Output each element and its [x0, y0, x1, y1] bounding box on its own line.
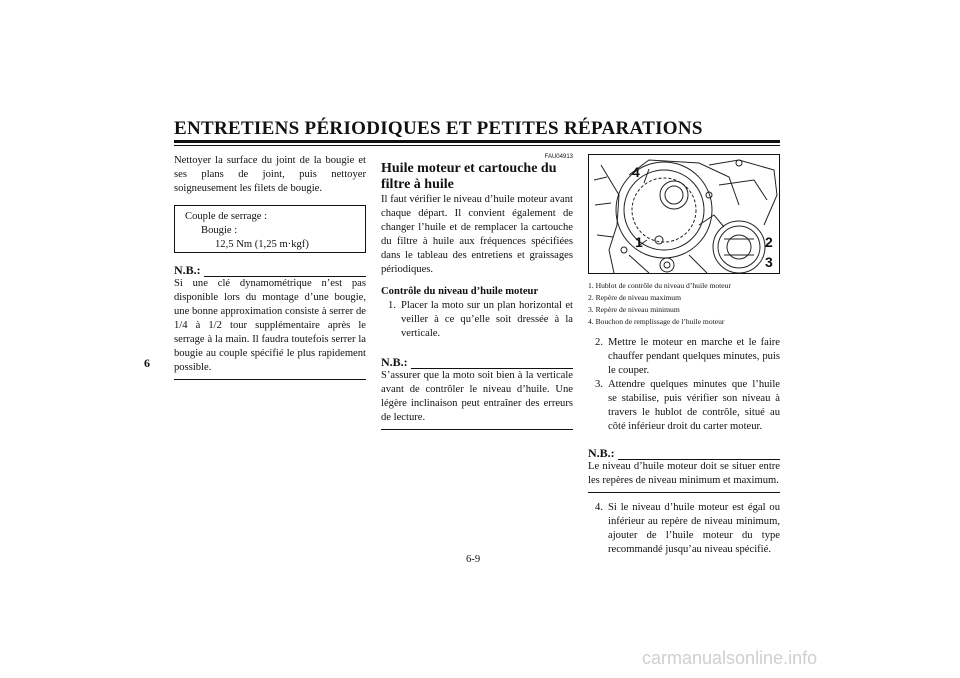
step-number: 3.: [595, 379, 603, 390]
callout-3: 3: [765, 254, 773, 270]
step-text: Mettre le moteur en marche et le faire chauffer pendant quelques minutes, puis le couper.: [608, 337, 780, 376]
subsection-title: Contrôle du niveau d’huile moteur: [381, 286, 539, 297]
torque-label: Couple de serrage :: [185, 211, 268, 222]
column-3: [588, 154, 780, 557]
watermark-text: carmanualsonline.info: [642, 648, 818, 668]
note-heading: [381, 355, 573, 369]
callout-1: 1: [635, 234, 643, 250]
caption-item: 2. Repère de niveau maximum: [588, 293, 681, 302]
torque-value: 12,5 Nm (1,25 m·kgf): [215, 239, 309, 250]
page-number: 6-9: [466, 554, 481, 565]
step-text: Placer la moto sur un plan horizontal et veiller à ce qu’elle soit dressée à la verticale.: [401, 300, 573, 339]
note-rule: [411, 359, 573, 369]
column-1: [174, 154, 366, 380]
note-heading: [174, 263, 366, 277]
section-code: FAU04913: [544, 154, 573, 160]
note-text: Si une clé dynamométrique n’est pas disponible lors du montage d’une bougie, une bonne approximation consiste à serrer de 1/4 à 1/2 tour supplémentaire après le serrage à la main. Il faudra toutefois serrer la bougie au couple spécifié le plus rapidement possible.: [174, 277, 366, 380]
note-label: N.B.:: [174, 263, 201, 277]
engine-illustration: [589, 155, 780, 274]
chapter-tab: 6: [144, 356, 150, 370]
torque-spec-box: [174, 205, 366, 253]
step-number: 2.: [595, 337, 603, 348]
step-number: 4.: [595, 502, 603, 513]
step-text: Si le niveau d’huile moteur est égal ou inférieur au repère de niveau minimum, ajouter de l’huile moteur du type recommandé jusqu’au niveau spécifié.: [608, 502, 780, 555]
caption-item: 1. Hublot de contrôle du niveau d’huile moteur: [588, 281, 731, 290]
note-label: N.B.:: [588, 446, 615, 460]
step-3: [588, 378, 780, 434]
note-heading: [588, 446, 780, 460]
column-2: [381, 154, 573, 430]
note-text: Le niveau d’huile moteur doit se situer entre les repères de niveau minimum et maximum.: [588, 460, 780, 493]
header-rule: [174, 140, 780, 143]
caption-item: 4. Bouchon de remplissage de l’huile moteur: [588, 317, 725, 326]
caption-item: 3. Repère de niveau minimum: [588, 305, 680, 314]
callout-2: 2: [765, 234, 773, 250]
figure-captions: [588, 280, 780, 328]
section-title: Huile moteur et cartouche du filtre à huile: [381, 161, 557, 192]
step-number: 1.: [388, 300, 396, 311]
step-text: Attendre quelques minutes que l’huile se stabilise, puis vérifier son niveau à travers le hublot de contrôle, situé au côté inférieur droit du carter moteur.: [608, 379, 780, 432]
note-text: S’assurer que la moto soit bien à la verticale avant de contrôler le niveau d’huile. Une légère inclinaison peut entraîner des erreurs de lecture.: [381, 369, 573, 430]
callout-4: 4: [632, 164, 640, 180]
header-rule-thin: [174, 145, 780, 146]
engine-oil-figure: [588, 154, 780, 274]
step-4: [588, 501, 780, 557]
section-intro: Il faut vérifier le niveau d’huile moteur avant chaque départ. Il convient également de changer l’huile et de remplacer la cartouche du filtre à huile aux fréquences spécifiées dans le tableau des entretiens et graissages périodiques.: [381, 194, 573, 275]
note-rule: [618, 450, 780, 460]
page-header-title: ENTRETIENS PÉRIODIQUES ET PETITES RÉPARATIONS: [174, 118, 703, 139]
spark-plug-intro: Nettoyer la surface du joint de la bougie et ses plans de joint, puis nettoyer soigneusement les filets de bougie.: [174, 155, 366, 194]
torque-part: Bougie :: [201, 225, 238, 236]
note-label: N.B.:: [381, 355, 408, 369]
step-1: [381, 299, 573, 341]
note-rule: [204, 267, 366, 277]
step-2: [588, 336, 780, 378]
